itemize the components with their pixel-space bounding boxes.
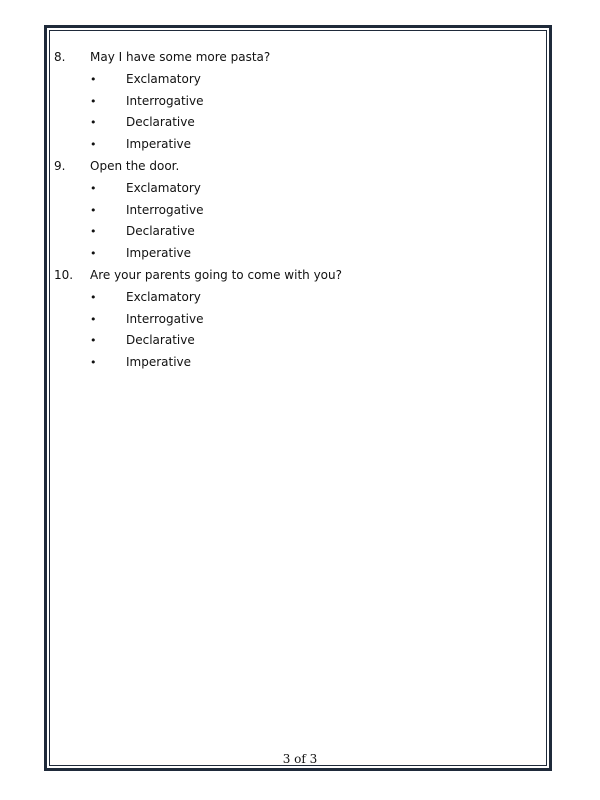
bullet-icon: • xyxy=(90,334,97,348)
question-row xyxy=(54,156,534,178)
option-label: Imperative xyxy=(126,355,192,370)
question-number: 10. xyxy=(54,267,74,282)
option-label: Imperative xyxy=(126,137,192,152)
bullet-icon: • xyxy=(90,312,97,326)
bullet-icon: • xyxy=(90,181,97,195)
option-label: Declarative xyxy=(126,224,195,239)
option-item xyxy=(54,178,534,200)
option-label: Exclamatory xyxy=(126,71,201,86)
bullet-icon: • xyxy=(90,138,97,152)
option-item xyxy=(54,287,534,309)
bullet-icon: • xyxy=(90,72,97,86)
question-row xyxy=(54,47,534,69)
option-item xyxy=(54,200,534,222)
question-text: May I have some more pasta? xyxy=(90,50,271,64)
question-text: Are your parents going to come with you? xyxy=(90,267,342,282)
question-number: 8. xyxy=(54,50,66,64)
option-item xyxy=(54,69,534,91)
option-label: Exclamatory xyxy=(126,180,201,195)
option-item xyxy=(54,134,534,156)
bullet-icon: • xyxy=(90,247,97,261)
option-item xyxy=(54,91,534,113)
question-8 xyxy=(54,47,534,156)
option-item xyxy=(54,243,534,265)
question-9 xyxy=(54,156,534,265)
option-label: Interrogative xyxy=(126,311,204,326)
bullet-icon: • xyxy=(90,225,97,239)
option-item xyxy=(54,309,534,331)
question-10 xyxy=(54,265,534,374)
question-text: Open the door. xyxy=(90,158,180,173)
option-item xyxy=(54,112,534,134)
option-label: Interrogative xyxy=(126,202,204,217)
option-label: Interrogative xyxy=(126,93,204,108)
option-item xyxy=(54,352,534,374)
worksheet-content xyxy=(54,47,534,374)
question-number: 9. xyxy=(54,158,66,173)
bullet-icon: • xyxy=(90,290,97,304)
question-row xyxy=(54,265,534,287)
option-item xyxy=(54,221,534,243)
option-label: Exclamatory xyxy=(126,289,201,304)
bullet-icon: • xyxy=(90,203,97,217)
bullet-icon: • xyxy=(90,94,97,108)
bullet-icon: • xyxy=(90,356,97,370)
option-label: Declarative xyxy=(126,115,195,130)
option-label: Declarative xyxy=(126,333,195,348)
bullet-icon: • xyxy=(90,116,97,130)
option-item xyxy=(54,330,534,352)
page-number: 3 of 3 xyxy=(282,752,318,766)
option-label: Imperative xyxy=(126,246,192,261)
